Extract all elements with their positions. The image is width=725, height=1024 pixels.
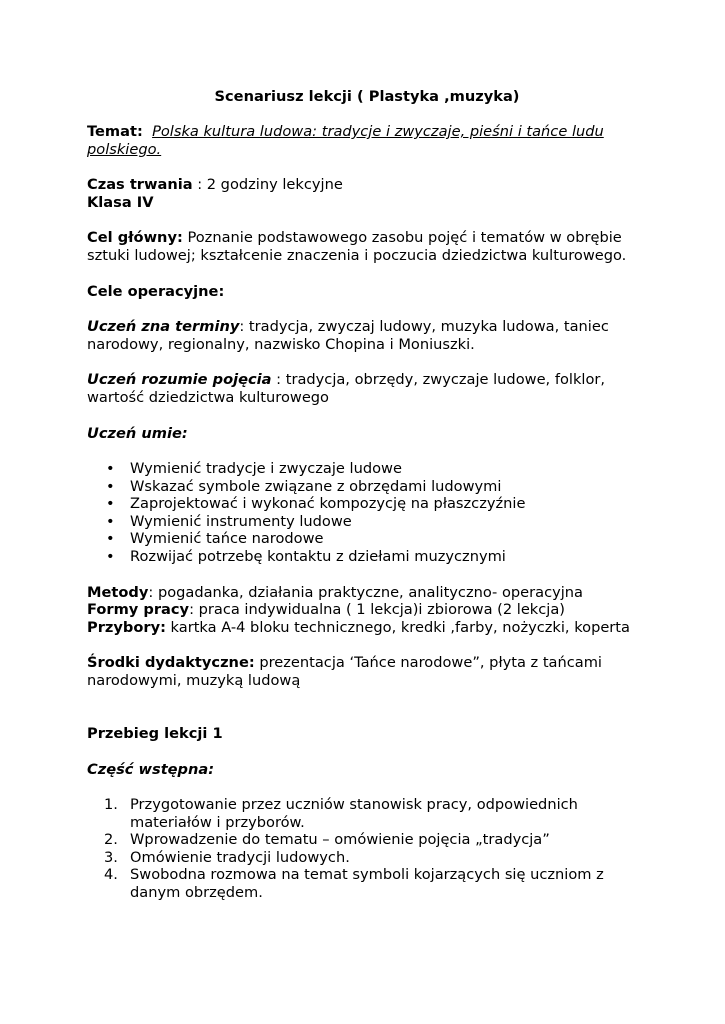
operational-goals-heading: Cele operacyjne: (87, 283, 225, 300)
intro-part-heading: Część wstępna: (87, 761, 215, 778)
list-item: • Wymienić tradycje i zwyczaje ludowe (87, 460, 647, 478)
list-item (87, 849, 647, 867)
understands-label: Uczeń rozumie pojęcia (87, 371, 272, 388)
methods-line (87, 584, 647, 602)
list-item (87, 796, 647, 831)
class-label: Klasa IV (87, 194, 154, 211)
list-item (87, 831, 647, 849)
main-goal-value: Poznanie podstawowego zasobu pojęć i tematów w obrębie sztuki ludowej; kształcenie znaczenia i poczucia dziedzictwa kulturowego. (87, 229, 627, 264)
understands-concepts (87, 371, 647, 406)
topic-section (87, 123, 647, 158)
work-forms-label: Formy pracy (87, 601, 190, 618)
list-item-text: Swobodna rozmowa na temat symboli kojarzących się uczniom z danym obrzędem. (130, 866, 604, 901)
lesson-flow-heading: Przebieg lekcji 1 (87, 725, 223, 742)
knows-terms-label: Uczeń zna terminy (87, 318, 240, 335)
methods-value: : pogadanka, działania praktyczne, analityczno- operacyjna (148, 584, 583, 601)
work-forms-line (87, 601, 647, 619)
list-item (87, 866, 647, 901)
list-item: • Wymienić instrumenty ludowe (87, 513, 647, 531)
list-item-text: Wprowadzenie do tematu – omówienie pojęcia „tradycja” (130, 831, 550, 849)
teaching-aids-line (87, 654, 647, 689)
topic-label: Temat: (87, 123, 143, 140)
list-item: • Wskazać symbole związane z obrzędami ludowymi (87, 478, 647, 496)
knows-terms (87, 318, 647, 353)
skills-heading: Uczeń umie: (87, 425, 188, 442)
methods-label: Metody (87, 584, 149, 601)
list-item-text: Przygotowanie przez uczniów stanowisk pracy, odpowiednich materiałów i przyborów. (130, 796, 578, 831)
class-line (87, 194, 647, 212)
list-item: • Zaprojektować i wykonać kompozycję na płaszczyźnie (87, 495, 647, 513)
list-item-number: 4. (104, 866, 118, 884)
teaching-aids-value: prezentacja ‘Tańce narodowe”, płyta z tańcami narodowymi, muzyką ludową (87, 654, 602, 689)
list-item: • Rozwijać potrzebę kontaktu z dziełami muzycznymi (87, 548, 647, 566)
knows-terms-value: : tradycja, zwyczaj ludowy, muzyka ludowa, taniec narodowy, regionalny, nazwisko Chopina i Moniuszki. (87, 318, 609, 353)
duration-label: Czas trwania (87, 176, 193, 193)
main-goal (87, 229, 647, 264)
skills-list (87, 460, 647, 566)
topic-value: Polska kultura ludowa: tradycje i zwyczaje, pieśni i tańce ludu polskiego. (87, 123, 604, 158)
understands-value: : tradycja, obrzędy, zwyczaje ludowe, folklor, wartość dziedzictwa kulturowego (87, 371, 606, 406)
list-item-number: 3. (104, 848, 118, 866)
duration-value: : 2 godziny lekcyjne (192, 176, 343, 193)
supplies-line (87, 619, 647, 637)
duration-line (87, 176, 647, 194)
intro-steps-list (87, 796, 647, 902)
main-goal-label: Cel główny: (87, 229, 183, 246)
work-forms-value: : praca indywidualna ( 1 lekcja)i zbiorowa (2 lekcja) (189, 601, 565, 618)
document-title: Scenariusz lekcji ( Plastyka ,muzyka) (214, 88, 520, 105)
list-item-number: 2. (104, 831, 118, 849)
list-item-text: Omówienie tradycji ludowych. (130, 848, 350, 866)
supplies-value: kartka A-4 bloku technicznego, kredki ,farby, nożyczki, koperta (165, 619, 630, 636)
supplies-label: Przybory: (87, 619, 166, 636)
teaching-aids-label: Środki dydaktyczne: (87, 654, 255, 671)
list-item: • Wymienić tańce narodowe (87, 530, 647, 548)
list-item-number: 1. (104, 796, 118, 813)
